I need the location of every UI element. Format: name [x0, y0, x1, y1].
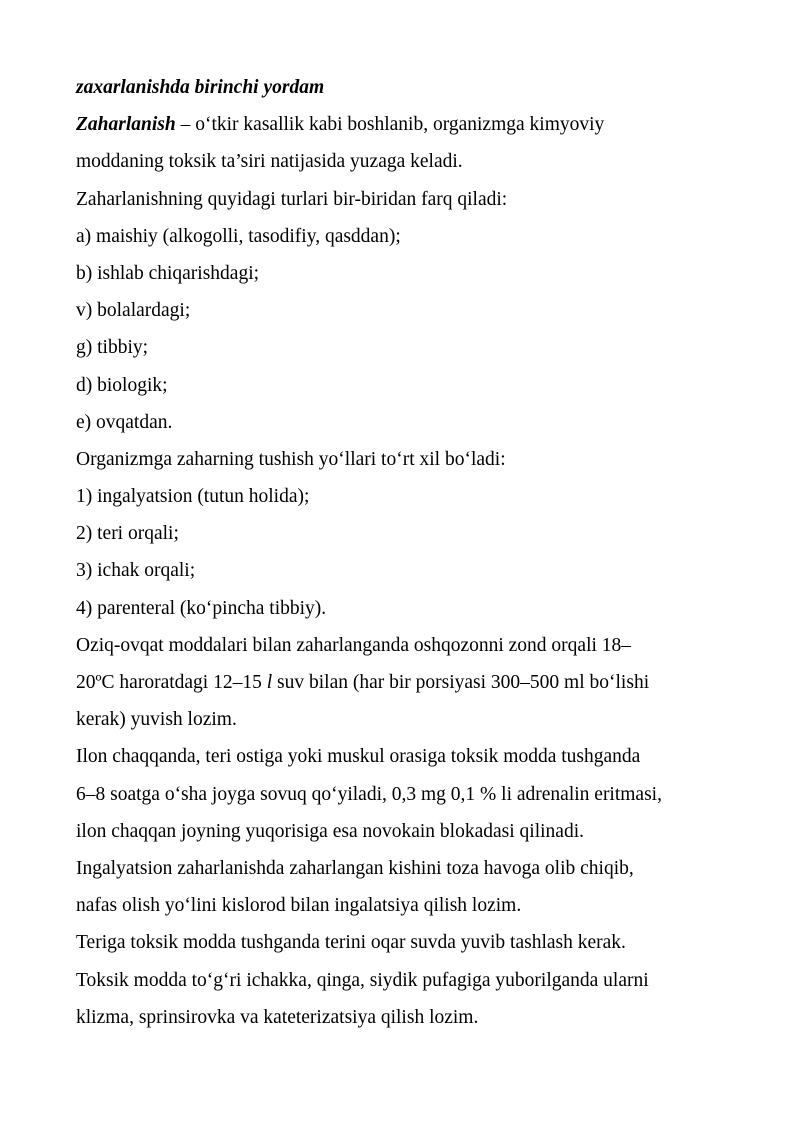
- snake-line: ilon chaqqan joyning yuqorisiga esa novokain blokadasi qilinadi.: [76, 820, 584, 842]
- food-unit: l: [266, 672, 273, 693]
- inhalation-line: nafas olish yo‘lini kislorod bilan ingalatsiya qilish lozim.: [76, 895, 522, 917]
- type-item: e) ovqatdan.: [76, 411, 173, 433]
- document-heading: zaxarlanishda birinchi yordam: [76, 77, 325, 98]
- route-item: 4) parenteral (ko‘pincha tibbiy).: [76, 597, 327, 619]
- snake-line: Ilon chaqqanda, teri ostiga yoki muskul orasiga toksik modda tushganda: [76, 746, 641, 768]
- rectal-line: klizma, sprinsirovka va kateterizatsiya qilish lozim.: [76, 1006, 479, 1028]
- document-page: [76, 73, 736, 1040]
- route-item: 1) ingalyatsion (tutun holida);: [76, 486, 310, 508]
- type-item: g) tibbiy;: [76, 337, 149, 359]
- snake-line: 6–8 soatga o‘sha joyga sovuq qo‘yiladi, 0,3 mg 0,1 % li adrenalin eritmasi,: [76, 783, 662, 805]
- type-item: v) bolalardagi;: [76, 300, 191, 322]
- food-line-2: [76, 668, 736, 705]
- type-item: a) maishiy (alkogolli, tasodifiy, qasddan);: [76, 225, 401, 247]
- type-item: d) biologik;: [76, 374, 168, 396]
- skin-line: Teriga toksik modda tushganda terini oqar suvda yuvib tashlash kerak.: [76, 932, 626, 954]
- food-line-1: Oziq-ovqat moddalari bilan zaharlanganda oshqozonni zond orqali 18–: [76, 634, 632, 656]
- type-item: b) ishlab chiqarishdagi;: [76, 262, 260, 284]
- routes-intro: Organizmga zaharning tushish yo‘llari to‘rt xil bo‘ladi:: [76, 448, 506, 470]
- rectal-line: Toksik modda to‘g‘ri ichakka, qinga, siydik pufagiga yuborilganda ularni: [76, 969, 649, 991]
- intro-term: Zaharlanish: [76, 114, 176, 136]
- route-item: 3) ichak orqali;: [76, 560, 196, 582]
- food-line-3: kerak) yuvish lozim.: [76, 709, 237, 731]
- types-intro: Zaharlanishning quyidagi turlari bir-biridan farq qiladi:: [76, 188, 508, 210]
- food-line-2-b: suv bilan (har bir porsiyasi 300–500 ml bo‘lishi: [272, 672, 650, 693]
- intro-line-1: [76, 110, 736, 147]
- intro-line-1-rest: – o‘tkir kasallik kabi boshlanib, organizmga kimyoviy: [175, 114, 605, 136]
- intro-line-2: moddaning toksik ta’siri natijasida yuzaga keladi.: [76, 151, 463, 173]
- food-line-2-a: 20ºC haroratdagi 12–15: [76, 672, 267, 693]
- inhalation-line: Ingalyatsion zaharlanishda zaharlangan kishini toza havoga olib chiqib,: [76, 857, 634, 879]
- route-item: 2) teri orqali;: [76, 523, 179, 545]
